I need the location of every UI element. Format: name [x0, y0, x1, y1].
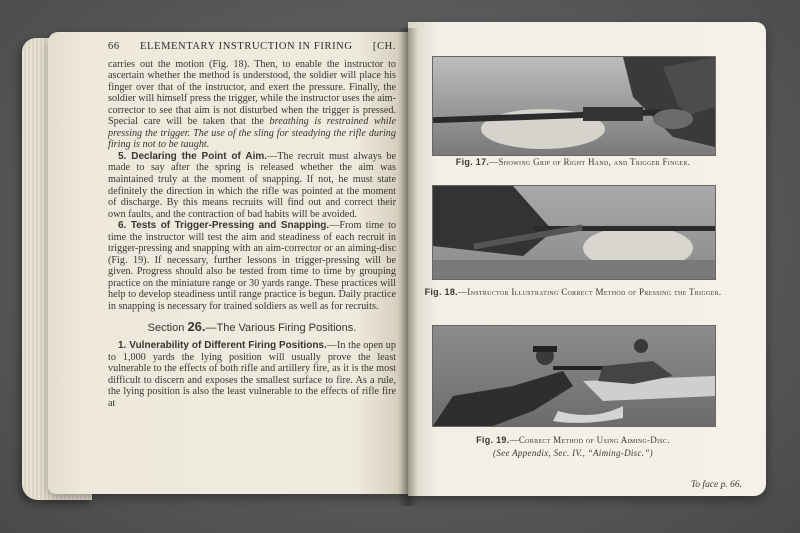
figure-19-photo: [432, 325, 716, 427]
running-head-end: [CH.: [372, 41, 396, 52]
item-6: 6. Tests of Trigger-Pressing and Snapping.—From time to time the instructor will test the aim and steadiness of each recruit in trigger-pressing and snapping with an aim-corrector or an aiming-disc (Fig. 19). If necessary, further lessons in trigger-pressing will be given. Progress should also be tested from time to time by grouping practice on the miniature range or 30 yards range. These practices will help to develop steadiness until range practice is begun. Daily practice in snapping is necessary for trained soldiers as well as for recruits.: [108, 220, 396, 313]
running-header: [108, 41, 396, 53]
figure-18-caption: Fig. 18.—Instructor Illustrating Correct Method of Pressing the Trigger.: [424, 287, 722, 297]
italic-text: breathing is restrained while pressing the trigger. The use of the sling for steadying the rifle during firing is not to be taught.: [108, 116, 396, 151]
figure-18-photo: [432, 185, 716, 280]
item-5: 5. Declaring the Point of Aim.—The recruit must always be made to say after the spring is released whether the aim was maintained truly at the moment of snapping. If not, he must state definitely the direction in which the rifle was pointed at the moment of discharge. By this means recruits will find out and correct their own faults, and the contraction of bad habits will be avoided.: [108, 150, 396, 220]
figure-17-caption: Fig. 17.—Showing Grip of Right Hand, and Trigger Finger.: [455, 157, 691, 167]
figure-19-caption: Fig. 19.—Correct Method of Using Aiming-Disc. (See Appendix, Sec. IV., “Aiming-Disc.”): [476, 435, 670, 458]
left-page-text: [108, 41, 396, 409]
paragraph: carries out the motion (Fig. 18). Then, to enable the instructor to ascertain whether the method is understood, the soldier will place his finger over that of the instructor, and exert the pressure. Finally, the soldier will himself press the trigger, while the instructor uses the aim-corrector to see that aim is not disturbed when the trigger is pressed. Special care will be taken that the breathing is restrained while pressing the trigger. The use of the sling for steadying the rifle during firing is not to be taught.: [108, 58, 396, 151]
figure-17-photo: [432, 56, 716, 156]
figure-19-note: (See Appendix, Sec. IV., “Aiming-Disc.”): [493, 448, 653, 458]
item-1: 1. Vulnerability of Different Firing Positions.—In the open up to 1,000 yards the lying position will usually prove the least vulnerable to the effects of both rifle and artillery fire, as it is the most difficult to discern and exposes the smallest surface to fire. As a rule, the lying position is also the least vulnerable to the effects of rifle fire at: [108, 340, 396, 409]
section-heading: Section 26.—The Various Firing Positions.: [147, 318, 357, 334]
page-number: 66: [108, 41, 120, 52]
book-gutter: [398, 28, 418, 506]
to-face-note: To face p. 66.: [690, 480, 742, 490]
running-head: ELEMENTARY INSTRUCTION IN FIRING: [140, 41, 353, 52]
